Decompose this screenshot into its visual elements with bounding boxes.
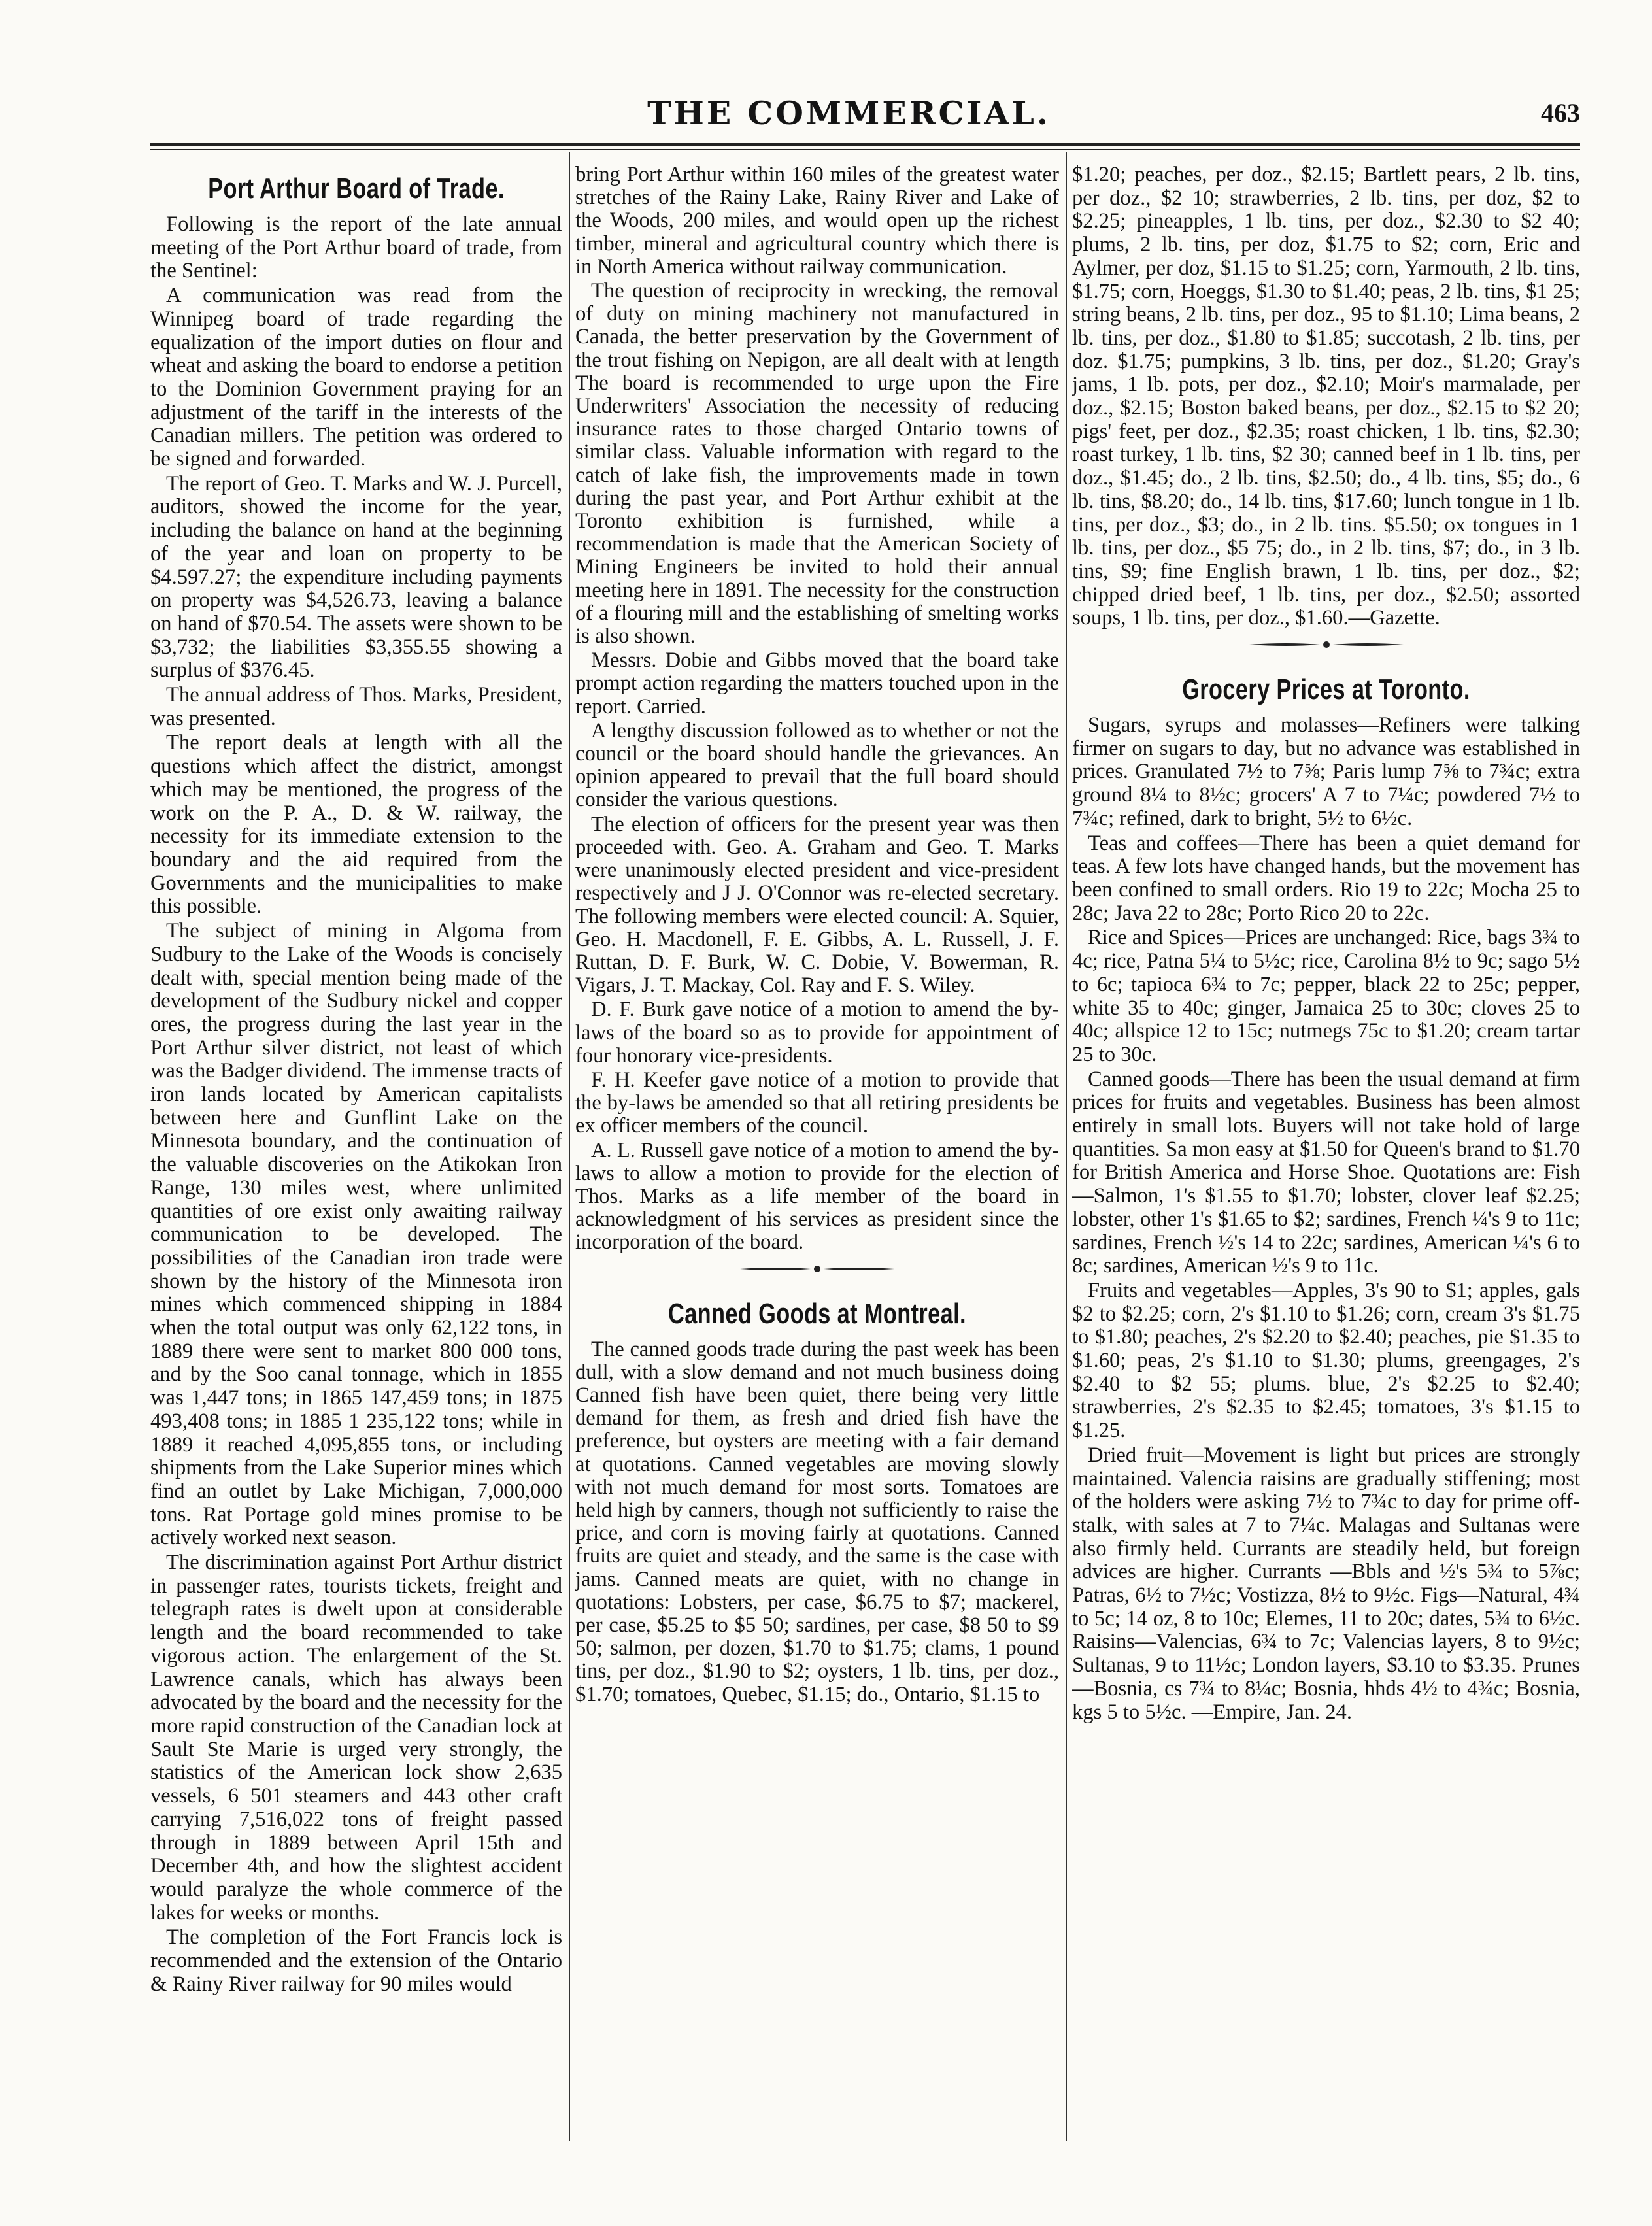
header-rule-thin — [150, 149, 1580, 150]
masthead — [118, 90, 1580, 136]
paragraph: Sugars, syrups and molasses—Refiners were talking firmer on sugars to day, but no advance was established in prices. Granulated 7½ to 7⅝; Paris lump 7⅝ to 7¾c; extra ground 8¼ to 8½c; grocers' A 7 to 7¼c; powdered 7½ to 7¾c; refined, dark to bright, 5½ to 6½c. — [1072, 713, 1580, 830]
paragraph: $1.20; peaches, per doz., $2.15; Bartlett pears, 2 lb. tins, per doz., $2 10; strawberries, 2 lb. tins, per doz, $2 to $2.25; pineapples, 1 lb. tins, per doz., $2.30 to $2 40; plums, 2 lb. tins, per doz, $1.75 to $2; corn, Eric and Aylmer, per doz, $1.15 to $1.25; corn, Yarmouth, 2 lb. tins, $1.75; corn, Hoeggs, $1.30 to $1.40; peas, 2 lb. tins, $1 25; string beans, 2 lb. tins, per doz., 95 to $1.10; Lima beans, 2 lb. tins, per doz., $1.80 to $1.85; succotash, 2 lb. tins, per doz. $1.75; pumpkins, 3 lb. tins, per doz., $1.20; Gray's jams, 1 lb. pots, per doz., $2.10; Moir's marmalade, per doz., $2.15; Boston baked beans, per doz., $2.15 to $2 20; pigs' feet, per doz., $2.35; roast chicken, 1 lb. tins, $2.30; roast turkey, 1 lb. tins, $2 30; canned beef in 1 lb. tins, per doz., $1.45; do., 2 lb. tins, $2.50; do., 4 lb. tins, $5; do., 6 lb. tins, $8.20; do., 14 lb. tins, $17.60; lunch tongue in 1 lb. tins, per doz., $3; do., in 2 lb. tins. $5.50; ox tongues in 1 lb. tins, per doz., $5 75; do., in 2 lb. tins, $7; do., in 3 lb. tins, $9; fine English brawn, 1 lb. tins, per doz., $2; chipped dried beef, 1 lb. tins, per doz., $2.50; assorted soups, 1 lb. tins, per doz., $1.60.—Gazette. — [1072, 163, 1580, 630]
paragraph: A communication was read from the Winnipeg board of trade regarding the equalization of the import duties on flour and wheat and asking the board to endorse a petition to the Dominion Government praying for an adjustment of the tariff in the interests of the Canadian millers. The petition was ordered to be signed and forwarded. — [150, 284, 562, 471]
paragraph: The canned goods trade during the past week has been dull, with a slow demand and not much business doing Canned fish have been quiet, there being very little demand for them, as fresh and dried fish have the preference, but oysters are meeting with a fair demand at quotations. Canned vegetables are moving slowly with not much demand for most sorts. Tomatoes are held high by canners, though not sufficiently to raise the price, and corn is moving fairly at quotations. Canned fruits are quiet and steady, and the same is the case with jams. Canned meats are quiet, with no change in quotations: Lobsters, per case, $6.75 to $7; mackerel, per case, $5.25 to $5 50; sardines, per case, $8 50 to $9 50; salmon, per dozen, $1.70 to $1.75; clams, 1 pound tins, per doz., $1.90 to $2; oysters, 1 lb. tins, per doz., $1.70; tomatoes, Quebec, $1.15; do., Ontario, $1.15 to — [575, 1337, 1059, 1706]
paragraph: Rice and Spices—Prices are unchanged: Rice, bags 3¾ to 4c; rice, Patna 5¼ to 5½c; rice, Carolina 8½ to 9c; sago 5½ to 6c; tapioca 6¾ to 7c; pepper, black 22 to 25c; pepper, white 35 to 40c; ginger, Jamaica 25 to 30c; cloves 25 to 40c; allspice 12 to 15c; nutmegs 75c to $1.20; cream tartar 25 to 30c. — [1072, 926, 1580, 1066]
ornament-rule-icon — [1248, 638, 1405, 651]
paragraph: The completion of the Fort Francis lock is recommended and the extension of the Ontario & Rainy River railway for 90 miles would — [150, 1925, 562, 1996]
ornament-rule-icon — [739, 1262, 896, 1275]
paragraph: The subject of mining in Algoma from Sudbury to the Lake of the Woods is concisely dealt with, special mention being made of the development of the Sudbury nickel and copper ores, the progress during the last year in the Port Arthur silver district, not least of which was the Badger dividend. The immense tracts of iron lands located by American capitalists between here and Gunflint Lake on the Minnesota boundary, and the continuation of the valuable discoveries on the Atikokan Iron Range, 130 miles west, where unlimited quantities of ore exist only awaiting railway communication to be developed. The possibilities of the Canadian iron trade were shown by the history of the Minnesota iron mines which commenced shipping in 1884 when the total output was only 62,122 tons, in 1889 there were sent to market 800 000 tons, and by the Soo canal tonnage, which in 1855 was 1,447 tons; in 1865 147,459 tons; in 1875 493,408 tons; in 1885 1 235,122 tons; while in 1889 it reached 4,095,855 tons, or including shipments from the Lake Superior mines which find an outlet by Lake Michigan, 7,000,000 tons. Rat Portage gold mines promise to be actively worked next season. — [150, 919, 562, 1550]
paragraph: D. F. Burk gave notice of a motion to amend the by-laws of the board so as to provide for appointment of four honorary vice-presidents. — [575, 998, 1059, 1068]
paragraph: The report deals at length with all the questions which affect the district, amongst which may be mentioned, the progress of the work on the P. A., D. & W. railway, the necessity for its immediate extension to the boundary and the aid required from the Governments and the municipalities to make this possible. — [150, 731, 562, 919]
paragraph: Messrs. Dobie and Gibbs moved that the board take prompt action regarding the matters touched upon in the report. Carried. — [575, 649, 1059, 718]
column-divider-2 — [1066, 152, 1067, 2141]
paragraph: The election of officers for the present year was then proceeded with. Geo. A. Graham and Geo. T. Marks were unanimously elected president and vice-president respectively and J J. O'Connor was re-elected secretary. The following members were elected council: A. Squier, Geo. H. Macdonell, F. E. Gibbs, A. L. Russell, J. F. Ruttan, D. F. Burk, W. C. Dobie, V. Bowerman, R. Vigars, J. T. Mackay, Col. Ray and F. S. Wiley. — [575, 812, 1059, 998]
paragraph: A lengthy discussion followed as to whether or not the council or the board should handle the grievances. An opinion appeared to prevail that the full board should consider the various questions. — [575, 718, 1059, 812]
paragraph: The discrimination against Port Arthur district in passenger rates, tourists tickets, freight and telegraph rates is dwelt upon at considerable length and the board recommended to take vigorous action. The enlargement of the St. Lawrence canals, which has always been advocated by the board and the necessity for the more rapid construction of the Canadian lock at Sault Ste Marie is urged very strongly, the statistics of the American lock show 2,635 vessels, 6 501 steamers and 443 other craft carrying 7,516,022 tons of freight passed through in 1889 between April 15th and December 4th, and how the slightest accident would paralyze the whole commerce of the lakes for weeks or months. — [150, 1551, 562, 1925]
paragraph: Following is the report of the late annual meeting of the Port Arthur board of trade, from the Sentinel: — [150, 212, 562, 283]
section-ornament — [1072, 638, 1580, 664]
publication-title: THE COMMERCIAL. — [647, 94, 1051, 132]
paragraph: Teas and coffees—There has been a quiet demand for teas. A few lots have changed hands, but the movement has been confined to small orders. Rio 19 to 22c; Mocha 25 to 28c; Java 22 to 28c; Porto Rico 20 to 22c. — [1072, 831, 1580, 925]
paragraph: A. L. Russell gave notice of a motion to amend the by-laws to allow a motion to provide for the election of Thos. Marks as a life member of the board in acknowledgment of his services as president since the incorporation of the board. — [575, 1138, 1059, 1255]
paragraph: The annual address of Thos. Marks, President, was presented. — [150, 683, 562, 730]
header-rule-thick — [150, 143, 1580, 146]
paragraph: Dried fruit—Movement is light but prices are strongly maintained. Valencia raisins are gradually stiffening; most of the holders were asking 7½ to 7¾c to day for prime off-stalk, with sales at 7 to 7¼c. Malagas and Sultanas were also firmly held. Currants are steadily held, but foreign advices are higher. Currants —Bbls and ½'s 5¾ to 5⅞c; Patras, 6½ to 7½c; Vostizza, 8½ to 9½c. Figs—Natural, 4¾ to 5c; 14 oz, 8 to 10c; Elemes, 11 to 20c; dates, 5¾ to 6½c. Raisins—Valencias, 6¾ to 7c; Valencias layers, 8 to 9½c; Sultanas, 9 to 11½c; London layers, $3.10 to $3.35. Prunes—Bosnia, cs 7¾ to 8¼c; Bosnia, hhds 4½ to 4¾c; Bosnia, kgs 5 to 5½c. —Empire, Jan. 24. — [1072, 1443, 1580, 1724]
paragraph: Fruits and vegetables—Apples, 3's 90 to $1; apples, gals $2 to $2.25; corn, 2's $1.10 to $1.26; corn, cream 3's $1.75 to $1.80; peaches, 2's $2.20 to $2.40; peaches, pie $1.35 to $1.60; peas, 2's $1.10 to $1.30; plums, greengages, 2's $2.40 to $2 55; plums. blue, 2's $2.25 to $2.40; strawberries, 2's $2.35 to $2.45; tomatoes, 3's $1.15 to $1.25. — [1072, 1278, 1580, 1443]
paragraph: The question of reciprocity in wrecking, the removal of duty on mining machinery not manufactured in Canada, the better preservation by the Government of the trout fishing on Nepigon, are all dealt with at length The board is recommended to urge upon the Fire Underwriters' Association the necessity of reducing insurance rates to those charged Ontario towns of similar class. Valuable information with regard to the catch of lake fish, the improvements made in town during the past year, and Port Arthur exhibit at the Toronto exhibition is furnished, while a recommendation is made that the American Society of Mining Engineers be invited to hold their annual meeting here in 1891. The necessity for the construction of a flouring mill and the establishing of smelting works is also shown. — [575, 279, 1059, 649]
column-divider-1 — [569, 152, 570, 2141]
column-2 — [575, 163, 1059, 2141]
column-1 — [150, 163, 562, 2141]
paragraph: Canned goods—There has been the usual demand at firm prices for fruits and vegetables. Business has been almost entirely in small lots. Buyers will not take hold of large quantities. Sa mon easy at $1.50 for Queen's brand to $1.70 for British America and Horse Shoe. Quotations are: Fish—Salmon, 1's $1.55 to $1.70; lobster, clover leaf $2.25; lobster, other 1's $1.65 to $2; sardines, French ¼'s 9 to 11c; sardines, French ½'s 14 to 22c; sardines, American ¼'s 6 to 8c; sardines, American ½'s 9 to 11c. — [1072, 1067, 1580, 1278]
page-number: 463 — [1541, 98, 1580, 127]
paragraph: The report of Geo. T. Marks and W. J. Purcell, auditors, showed the income for the year, including the balance on hand at the beginning of the year and loan on property to be $4.597.27; the expenditure including payments on property was $4,526.73, leaving a balance on hand of $70.54. The assets were shown to be $3,732; the liabilities $3,355.55 showing a surplus of $376.45. — [150, 471, 562, 683]
article-heading-port-arthur: Port Arthur Board of Trade. — [208, 173, 505, 205]
paragraph: bring Port Arthur within 160 miles of the greatest water stretches of the Rainy Lake, Rainy River and Lake of the Woods, 200 miles, and would open up the richest timber, mineral and agricultural country which there is in North America without railway communication. — [575, 163, 1059, 278]
column-3 — [1072, 163, 1580, 2141]
section-ornament — [575, 1262, 1059, 1289]
article-heading-canned-goods: Canned Goods at Montreal. — [668, 1297, 966, 1330]
paragraph: F. H. Keefer gave notice of a motion to provide that the by-laws be amended so that all retiring presidents be ex officer members of the council. — [575, 1068, 1059, 1138]
article-heading-grocery-prices: Grocery Prices at Toronto. — [1182, 673, 1470, 706]
